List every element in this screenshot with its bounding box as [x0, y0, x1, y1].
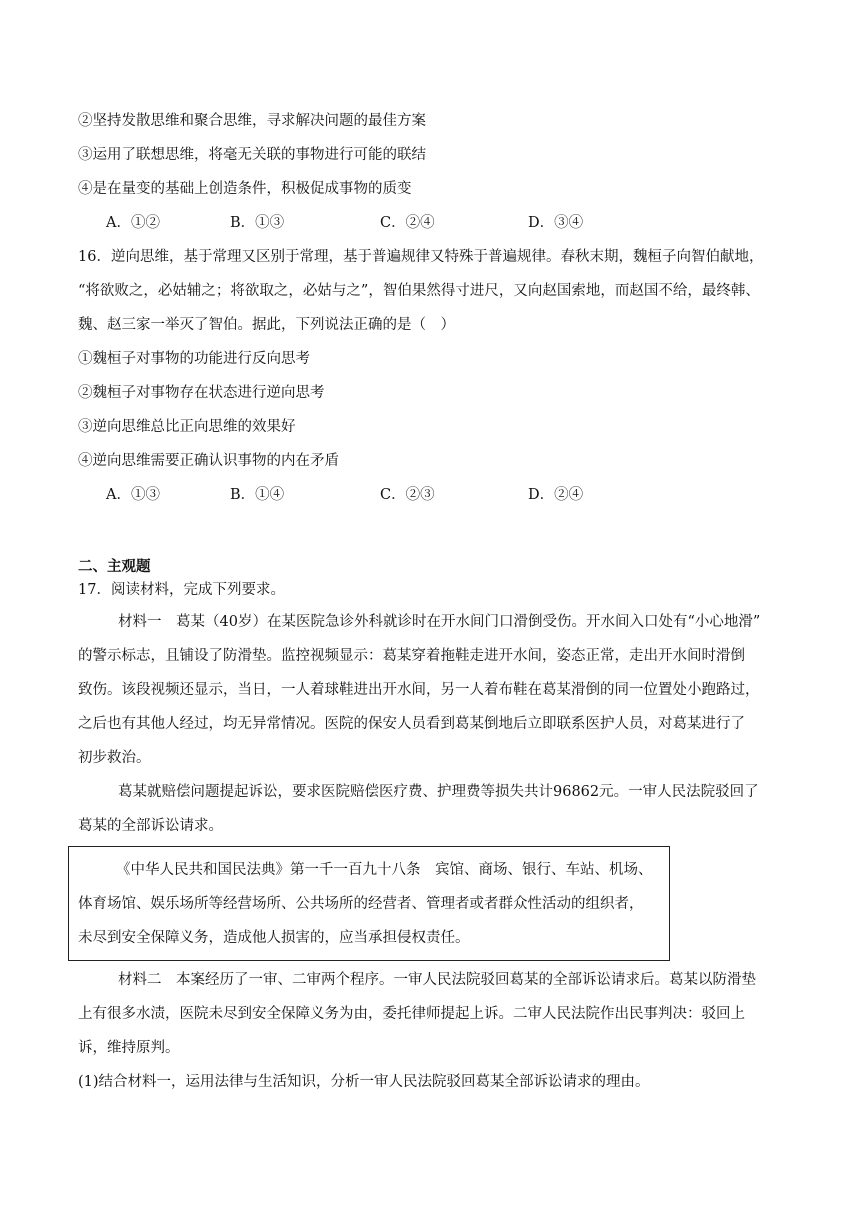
- q16-item-4: ④逆向思维需要正确认识事物的内在矛盾: [78, 453, 339, 469]
- law-box-line-1: 《中华人民共和国民法典》第一千一百九十八条 宾馆、商场、银行、车站、机场、: [116, 862, 653, 878]
- material2-line-3: 诉，维持原判。: [78, 1040, 180, 1056]
- q16-stem-line-1: 16．逆向思维，基于常理又区别于常理，基于普遍规律又特殊于普遍规律。春秋末期，魏桓子向智伯献地，: [78, 249, 764, 265]
- q15-option-b: B．①③: [230, 215, 285, 231]
- material2-line-2: 上有很多水渍，医院未尽到安全保障义务为由，委托律师提起上诉。二审人民法院作出民事判决：驳回上: [78, 1006, 745, 1022]
- sub-question-1: (1)结合材料一，运用法律与生活知识，分析一审人民法院驳回葛某全部诉讼请求的理由。: [78, 1074, 650, 1090]
- q16-option-b: B．①④: [230, 487, 285, 503]
- q16-option-c: C．②③: [380, 487, 435, 503]
- material1-line-2: 的警示标志，且铺设了防滑垫。监控视频显示：葛某穿着拖鞋走进开水间，姿态正常，走出开水间时滑倒: [78, 648, 745, 664]
- q16-stem-line-2: “将欲败之，必姑辅之；将欲取之，必姑与之”，智伯果然得寸进尺，又向赵国索地，而赵国不给，最终韩、: [78, 283, 760, 299]
- q16-option-a: A．①③: [106, 487, 160, 503]
- material1b-line-1: 葛某就赔偿问题提起诉讼，要求医院赔偿医疗费、护理费等损失共计96862元。一审人民法院驳回了: [118, 784, 759, 800]
- material1-line-4: 之后也有其他人经过，均无异常情况。医院的保安人员看到葛某倒地后立即联系医护人员，对葛某进行了: [78, 716, 745, 732]
- q16-item-3: ③逆向思维总比正向思维的效果好: [78, 419, 296, 435]
- q15-item-4: ④是在量变的基础上创造条件，积极促成事物的质变: [78, 181, 412, 197]
- q15-item-2: ②坚持发散思维和聚合思维，寻求解决问题的最佳方案: [78, 113, 426, 129]
- q16-option-d: D．②④: [528, 487, 584, 503]
- law-box-line-3: 未尽到安全保障义务，造成他人损害的，应当承担侵权责任。: [78, 930, 470, 946]
- material2-line-1: 材料二 本案经历了一审、二审两个程序。一审人民法院驳回葛某的全部诉讼请求后。葛某以防滑垫: [118, 972, 756, 988]
- q16-item-1: ①魏桓子对事物的功能进行反向思考: [78, 351, 310, 367]
- section-heading: 二、主观题: [78, 559, 151, 575]
- material1-line-3: 致伤。该段视频还显示，当日，一人着球鞋进出开水间，另一人着布鞋在葛某滑倒的同一位置处小跑路过，: [78, 682, 760, 698]
- q15-option-c: C．②④: [380, 215, 435, 231]
- material1-line-5: 初步救治。: [78, 750, 151, 766]
- material1b-line-2: 葛某的全部诉讼请求。: [78, 818, 223, 834]
- q16-item-2: ②魏桓子对事物存在状态进行逆向思考: [78, 385, 325, 401]
- law-box-line-2: 体育场馆、娱乐场所等经营场所、公共场所的经营者、管理者或者群众性活动的组织者，: [78, 896, 644, 912]
- q16-stem-line-3: 魏、赵三家一举灭了智伯。据此，下列说法正确的是（ ）: [78, 317, 455, 333]
- q15-item-3: ③运用了联想思维，将毫无关联的事物进行可能的联结: [78, 147, 426, 163]
- material1-line-1: 材料一 葛某（40岁）在某医院急诊外科就诊时在开水间门口滑倒受伤。开水间入口处有“小心地滑”: [118, 614, 761, 630]
- q15-option-d: D．③④: [528, 215, 584, 231]
- q17-intro: 17．阅读材料，完成下列要求。: [78, 582, 285, 598]
- q15-option-a: A．①②: [106, 215, 160, 231]
